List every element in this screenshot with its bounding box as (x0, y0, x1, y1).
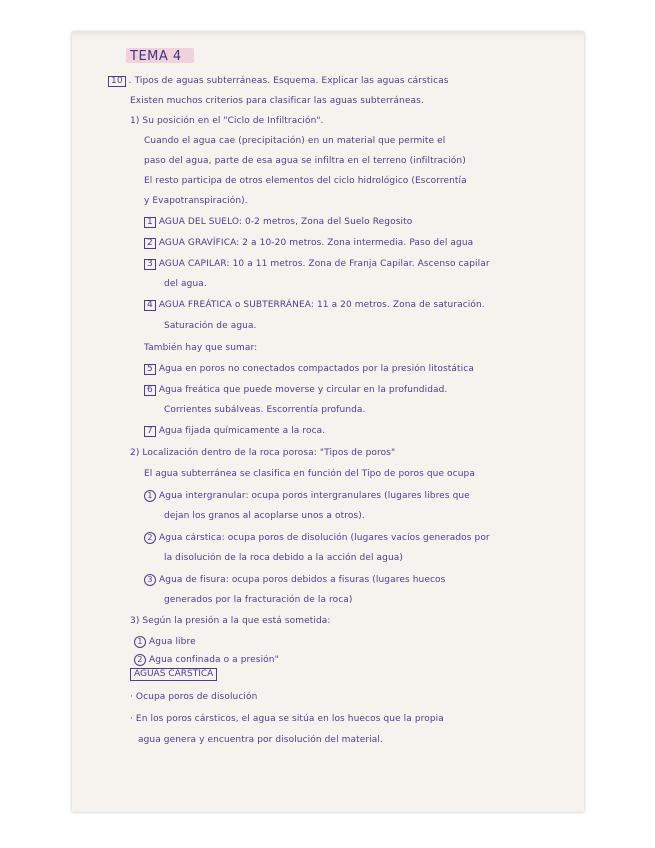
bullet-line: · Ocupa poros de disolución (130, 692, 258, 702)
item-number-box: 3 (144, 259, 156, 270)
bullet-line: · En los poros cársticos, el agua se sitúa en los huecos que la propia (130, 714, 444, 724)
item-number-box: 6 (144, 385, 156, 396)
text-line: El agua subterránea se clasifica en función del Tipo de poros que ocupa (144, 469, 475, 479)
text-line: paso del agua, parte de esa agua se infiltra en el terreno (infiltración) (144, 156, 466, 166)
text-line: y Evapotranspiración). (144, 196, 248, 206)
text-line: Existen muchos criterios para clasificar las aguas subterráneas. (130, 96, 424, 106)
list-item (144, 364, 474, 375)
page-title: TEMA 4 (130, 49, 182, 64)
line-text: Agua de fisura: ocupa poros debidos a fisuras (lugares huecos (159, 575, 446, 585)
list-item (144, 426, 325, 437)
list-item (144, 532, 490, 544)
list-item (134, 654, 279, 666)
item-number-box: 5 (144, 364, 156, 375)
text-line: También hay que sumar: (144, 343, 258, 353)
subheading-line: 2) Localización dentro de la roca porosa: "Tipos de poros" (130, 448, 396, 458)
subheading-line: 1) Su posición en el "Ciclo de Infiltración". (130, 116, 324, 126)
list-item (144, 490, 470, 502)
list-item (134, 636, 196, 648)
item-number-circle: 3 (144, 574, 156, 586)
list-item (144, 574, 445, 586)
item-number-circle: 2 (134, 654, 146, 666)
line-text: AGUA DEL SUELO: 0-2 metros, Zona del Suelo Regosito (158, 217, 413, 227)
text-line: generados por la fracturación de la roca) (164, 595, 353, 605)
line-text: Agua libre (149, 637, 196, 647)
item-number-box: 2 (144, 238, 156, 249)
list-item (144, 300, 485, 311)
question-number-box: 10 (108, 76, 126, 87)
notebook-page (72, 32, 584, 812)
question-line (108, 76, 449, 87)
text-line: Saturación de agua. (164, 321, 257, 331)
line-text: Agua fijada químicamente a la roca. (158, 426, 326, 436)
item-number-circle: 2 (144, 532, 156, 544)
item-number-circle: 1 (144, 490, 156, 502)
line-text: AGUA FREÁTICA o SUBTERRÁNEA: 11 a 20 metros. Zona de saturación. (158, 300, 485, 310)
text-line: Cuando el agua cae (precipitación) en un material que permite el (144, 136, 446, 146)
list-item (144, 238, 473, 249)
line-text: Agua freática que puede moverse y circular en la profundidad. (158, 385, 448, 395)
text-line: El resto participa de otros elementos del ciclo hidrológico (Escorrentía (144, 176, 467, 186)
item-number-box: 7 (144, 426, 156, 437)
section-heading-box: AGUAS CÁRSTICA (130, 668, 217, 681)
line-text: AGUA GRAVÍFICA: 2 a 10-20 metros. Zona intermedia. Paso del agua (158, 238, 474, 248)
list-item (144, 259, 490, 270)
item-number-box: 1 (144, 217, 156, 228)
list-item (144, 385, 447, 396)
text-line: del agua. (164, 279, 207, 289)
item-number-box: 4 (144, 300, 156, 311)
line-text: Agua cárstica: ocupa poros de disolución (lugares vacíos generados por (159, 533, 490, 543)
subheading-line: 3) Según la presión a la que está sometida: (130, 616, 331, 626)
list-item (144, 217, 412, 228)
line-text: AGUA CAPILAR: 10 a 11 metros. Zona de Franja Capilar. Ascenso capilar (158, 259, 490, 269)
line-text: . Tipos de aguas subterráneas. Esquema. Explicar las aguas cársticas (128, 76, 449, 86)
line-text: Agua confinada o a presión" (149, 655, 279, 665)
item-number-circle: 1 (134, 636, 146, 648)
line-text: Agua en poros no conectados compactados por la presión litostática (158, 364, 474, 374)
text-line: agua genera y encuentra por disolución del material. (138, 735, 383, 745)
line-text: Agua intergranular: ocupa poros intergranulares (lugares libres que (159, 491, 470, 501)
text-line: dejan los granos al acoplarse unos a otros). (164, 511, 365, 521)
text-line: la disolución de la roca debido a la acción del agua) (164, 553, 403, 563)
text-line: Corrientes subálveas. Escorrentía profunda. (164, 405, 366, 415)
